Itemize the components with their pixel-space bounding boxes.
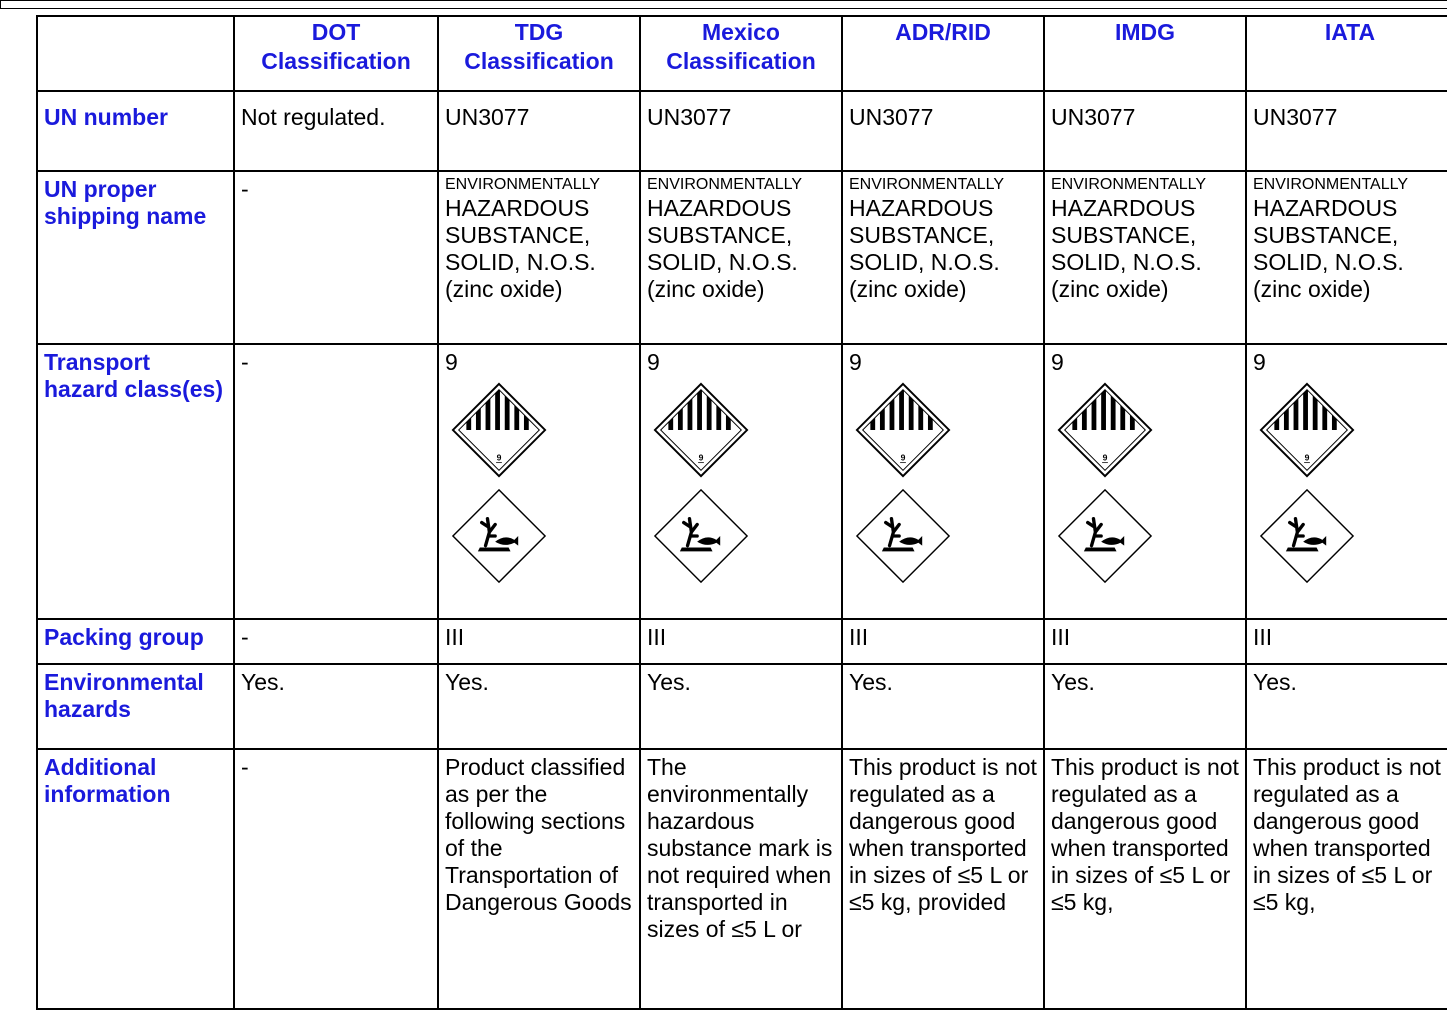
col-header-text: TDG [514, 19, 564, 45]
environmental-tdg: Yes. [438, 664, 640, 749]
shipping-name-prefix: ENVIRONMENTALLY [445, 176, 600, 193]
environmentally-hazardous-substance-mark-icon [451, 488, 633, 584]
shipping-name-prefix: ENVIRONMENTALLY [1051, 176, 1206, 193]
svg-text:9: 9 [900, 452, 906, 463]
additional-tdg: Product classified as per the following sections of the Transportation of Dangerous Goods [438, 749, 640, 1009]
environmental-mexico: Yes. [640, 664, 842, 749]
col-header-text: ADR/RID [895, 19, 991, 45]
shipping-name-text: HAZARDOUS SUBSTANCE, SOLID, N.O.S. (zinc oxide) [647, 195, 798, 302]
row-label-un-number: UN number [37, 91, 234, 171]
packing-group-dot: - [234, 619, 438, 664]
hazard-class-imdg [1044, 344, 1246, 619]
col-header-imdg [1044, 16, 1246, 91]
environmentally-hazardous-substance-mark-icon [855, 488, 1037, 584]
hazard-class-value: 9 [647, 349, 660, 375]
shipping-name-prefix: ENVIRONMENTALLY [849, 176, 1004, 193]
shipping-name-imdg [1044, 171, 1246, 344]
class-9-miscellaneous-placard-icon [1259, 382, 1447, 478]
header-row [37, 16, 1447, 91]
shipping-name-mexico [640, 171, 842, 344]
col-header-text: IMDG [1114, 19, 1176, 45]
additional-iata: This product is not regulated as a dangerous good when transported in sizes of ≤5 L or ≤5 kg, [1246, 749, 1447, 1009]
environmental-imdg: Yes. [1044, 664, 1246, 749]
svg-text:9: 9 [1102, 452, 1108, 463]
shipping-name-tdg [438, 171, 640, 344]
environmentally-hazardous-substance-mark-icon [1057, 488, 1239, 584]
hazard-class-mexico [640, 344, 842, 619]
environmentally-hazardous-substance-mark-icon [653, 488, 835, 584]
col-header-mexico [640, 16, 842, 91]
shipping-name-dot: - [234, 171, 438, 344]
hazard-class-value: 9 [445, 349, 458, 375]
row-additional [37, 749, 1447, 1009]
class-9-miscellaneous-placard-icon [1057, 382, 1239, 478]
col-header-iata [1246, 16, 1447, 91]
row-hazard-class [37, 344, 1447, 619]
shipping-name-text: HAZARDOUS SUBSTANCE, SOLID, N.O.S. (zinc oxide) [445, 195, 596, 302]
transport-information-table [36, 15, 1447, 1010]
row-label-environmental: Environmental hazards [37, 664, 234, 749]
col-header-text: Mexico [702, 19, 780, 45]
corner-cell [37, 16, 234, 91]
hazard-class-tdg [438, 344, 640, 619]
additional-adr-rid: This product is not regulated as a dangerous good when transported in sizes of ≤5 L or ≤5 kg, provided [842, 749, 1044, 1009]
shipping-name-text: HAZARDOUS SUBSTANCE, SOLID, N.O.S. (zinc oxide) [1253, 195, 1404, 302]
packing-group-iata: III [1246, 619, 1447, 664]
page-frame-border [0, 0, 1447, 9]
additional-dot: - [234, 749, 438, 1009]
col-header-adr-rid [842, 16, 1044, 91]
un-number-tdg: UN3077 [438, 91, 640, 171]
svg-text:9: 9 [1304, 452, 1310, 463]
environmental-adr-rid: Yes. [842, 664, 1044, 749]
col-header-dot [234, 16, 438, 91]
col-header-text: Classification [261, 48, 411, 74]
packing-group-tdg: III [438, 619, 640, 664]
hazard-class-value: 9 [1253, 349, 1266, 375]
hazard-class-dot: - [234, 344, 438, 619]
col-header-text: IATA [1324, 19, 1376, 45]
un-number-iata: UN3077 [1246, 91, 1447, 171]
class-9-miscellaneous-placard-icon [855, 382, 1037, 478]
row-shipping-name [37, 171, 1447, 344]
row-label-additional: Additional information [37, 749, 234, 1009]
un-number-dot: Not regulated. [234, 91, 438, 171]
hazard-class-iata [1246, 344, 1447, 619]
row-environmental [37, 664, 1447, 749]
row-label-hazard-class: Transport hazard class(es) [37, 344, 234, 619]
additional-imdg: This product is not regulated as a dangerous good when transported in sizes of ≤5 L or ≤5 kg, [1044, 749, 1246, 1009]
class-9-miscellaneous-placard-icon [653, 382, 835, 478]
row-un-number [37, 91, 1447, 171]
hazard-class-adr-rid [842, 344, 1044, 619]
un-number-imdg: UN3077 [1044, 91, 1246, 171]
svg-text:9: 9 [698, 452, 704, 463]
environmental-iata: Yes. [1246, 664, 1447, 749]
shipping-name-prefix: ENVIRONMENTALLY [647, 176, 802, 193]
shipping-name-prefix: ENVIRONMENTALLY [1253, 176, 1408, 193]
row-label-shipping-name: UN proper shipping name [37, 171, 234, 344]
environmental-dot: Yes. [234, 664, 438, 749]
additional-mexico: The environmentally hazardous substance mark is not required when transported in sizes of ≤5 L or [640, 749, 842, 1009]
row-label-packing-group: Packing group [37, 619, 234, 664]
shipping-name-adr-rid [842, 171, 1044, 344]
hazard-class-value: 9 [1051, 349, 1064, 375]
shipping-name-text: HAZARDOUS SUBSTANCE, SOLID, N.O.S. (zinc oxide) [849, 195, 1000, 302]
shipping-name-text: HAZARDOUS SUBSTANCE, SOLID, N.O.S. (zinc oxide) [1051, 195, 1202, 302]
packing-group-imdg: III [1044, 619, 1246, 664]
packing-group-mexico: III [640, 619, 842, 664]
col-header-text: DOT [311, 19, 361, 45]
environmentally-hazardous-substance-mark-icon [1259, 488, 1447, 584]
svg-text:9: 9 [496, 452, 502, 463]
class-9-miscellaneous-placard-icon [451, 382, 633, 478]
hazard-class-value: 9 [849, 349, 862, 375]
packing-group-adr-rid: III [842, 619, 1044, 664]
shipping-name-iata [1246, 171, 1447, 344]
un-number-adr-rid: UN3077 [842, 91, 1044, 171]
row-packing-group [37, 619, 1447, 664]
col-header-tdg [438, 16, 640, 91]
un-number-mexico: UN3077 [640, 91, 842, 171]
col-header-text: Classification [666, 48, 816, 74]
col-header-text: Classification [464, 48, 614, 74]
